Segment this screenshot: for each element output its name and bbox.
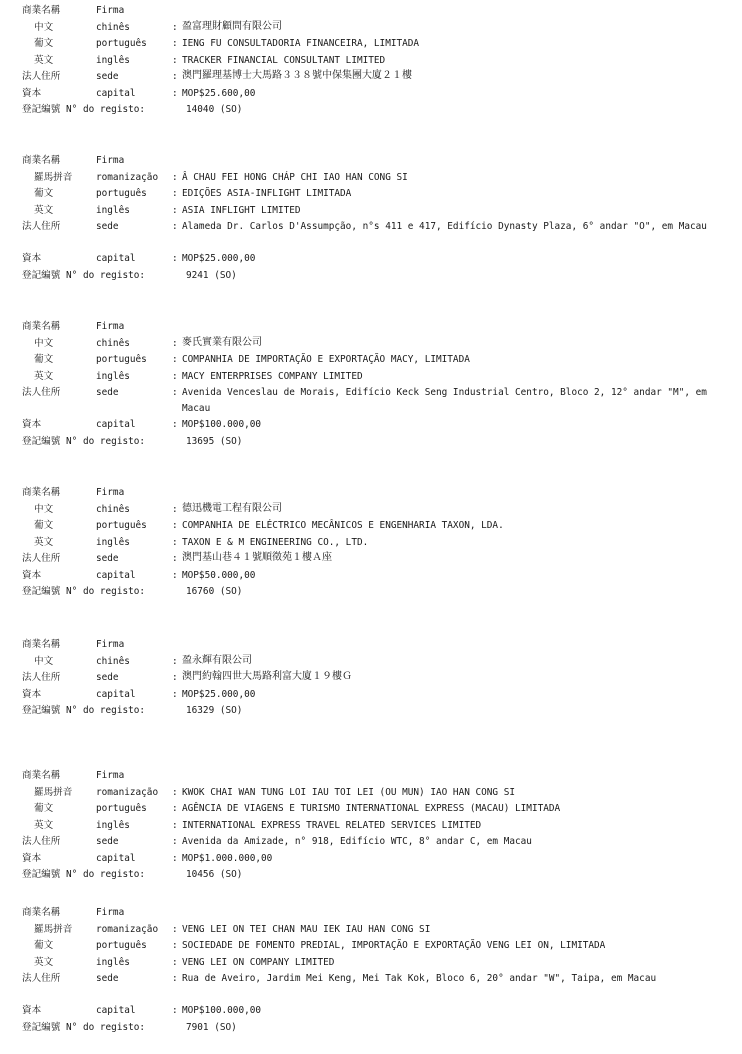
field-separator: : <box>172 672 178 683</box>
capital-value: MOP$50.000,00 <box>182 569 256 581</box>
ingles-label-pt: inglês <box>96 204 130 216</box>
ingles-label-pt: inglês <box>96 819 130 831</box>
sede-label-pt: sede <box>96 836 119 847</box>
capital-label-zh: 資本 <box>22 1005 42 1016</box>
capital-label-pt: capital <box>96 569 136 581</box>
firma-label-pt: Firma <box>96 321 125 332</box>
field-registo <box>0 103 742 116</box>
registo-value: 10456 (SO) <box>186 869 243 880</box>
sede-label-zh: 法人住所 <box>22 71 61 82</box>
field-separator: : <box>172 387 178 398</box>
field-separator: : <box>172 1005 178 1016</box>
romanizacao-label-zh: 羅馬拼音 <box>34 923 73 935</box>
portugues-label-pt: português <box>96 803 147 814</box>
sede-label-zh: 法人住所 <box>22 553 61 564</box>
ingles-label-zh: 英文 <box>34 204 54 216</box>
field-registo <box>0 1021 742 1034</box>
registo-label <box>22 704 145 717</box>
romanizacao-label-pt: romanização <box>96 786 159 798</box>
field-portugues <box>0 939 742 952</box>
field-registo <box>0 435 742 448</box>
field-ingles <box>0 819 742 832</box>
field-separator: : <box>172 188 178 199</box>
field-separator: : <box>172 553 178 564</box>
capital-label-zh: 資本 <box>22 87 42 99</box>
firma-label-zh: 商業名稱 <box>22 5 61 16</box>
field-sede <box>0 835 742 848</box>
portugues-value: COMPANHIA DE IMPORTAÇÃO E EXPORTAÇÃO MACY, LIMITADA <box>182 354 470 365</box>
field-sede <box>0 386 742 416</box>
field-separator: : <box>172 803 178 814</box>
field-ingles <box>0 536 742 549</box>
sede-value: Rua de Aveiro, Jardim Mei Keng, Mei Tak Kok, Bloco 6, 20° andar "W", Taipa, em Macau <box>182 973 657 984</box>
firma-label-pt: Firma <box>96 5 125 16</box>
sede-value: Avenida da Amizade, n° 918, Edifício WTC, 8° andar C, em Macau <box>182 836 532 847</box>
field-firma <box>0 906 742 919</box>
sede-label-pt: sede <box>96 221 119 232</box>
registo-label-zh: 登記編號 <box>22 705 61 716</box>
capital-label-pt: capital <box>96 688 136 700</box>
ingles-value: ASIA INFLIGHT LIMITED <box>182 204 301 216</box>
portugues-label-zh: 葡文 <box>34 38 54 49</box>
field-separator: : <box>172 786 178 798</box>
field-registo <box>0 868 742 881</box>
registo-value: 14040 (SO) <box>186 104 243 115</box>
registo-value: 13695 (SO) <box>186 435 243 447</box>
sede-label-pt: sede <box>96 71 119 82</box>
sede-value: 澳門基山巷４１號順徵苑１樓Ａ座 <box>182 552 332 563</box>
ingles-value: MACY ENTERPRISES COMPANY LIMITED <box>182 370 363 382</box>
registo-label-zh: 登記編號 <box>22 1021 61 1033</box>
portugues-label-pt: português <box>96 38 147 49</box>
field-firma <box>0 4 742 17</box>
field-sede <box>0 220 742 250</box>
capital-value: MOP$1.000.000,00 <box>182 852 273 864</box>
field-separator: : <box>172 370 178 382</box>
field-portugues <box>0 353 742 366</box>
registo-label <box>22 1021 145 1034</box>
portugues-label-zh: 葡文 <box>34 940 54 951</box>
field-sede <box>0 552 742 565</box>
field-ingles <box>0 204 742 217</box>
capital-label-zh: 資本 <box>22 419 42 430</box>
registo-label <box>22 435 145 448</box>
field-chines <box>0 503 742 516</box>
capital-label-pt: capital <box>96 253 136 264</box>
ingles-label-pt: inglês <box>96 536 130 548</box>
chines-label-pt: chinês <box>96 655 130 667</box>
field-separator: : <box>172 836 178 847</box>
field-separator: : <box>172 204 178 216</box>
field-separator: : <box>172 852 178 864</box>
field-portugues <box>0 802 742 815</box>
field-separator: : <box>172 171 178 183</box>
capital-label-zh: 資本 <box>22 688 42 700</box>
field-romanizacao <box>0 786 742 799</box>
firma-label-zh: 商業名稱 <box>22 639 61 650</box>
chines-label-zh: 中文 <box>34 21 54 33</box>
capital-label-zh: 資本 <box>22 852 42 864</box>
capital-value: MOP$100.000,00 <box>182 1005 262 1016</box>
field-separator: : <box>172 956 178 968</box>
chines-label-pt: chinês <box>96 21 130 33</box>
field-portugues <box>0 519 742 532</box>
sede-label-pt: sede <box>96 553 119 564</box>
field-separator: : <box>172 337 178 349</box>
chines-label-zh: 中文 <box>34 655 54 667</box>
registo-label-pt: N° do registo: <box>60 435 146 447</box>
chines-value: 盈永輝有限公司 <box>182 654 252 666</box>
sede-label-zh: 法人住所 <box>22 672 61 683</box>
registo-label <box>22 103 145 116</box>
firma-label-zh: 商業名稱 <box>22 907 61 918</box>
portugues-value: AGÊNCIA DE VIAGENS E TURISMO INTERNATIONAL EXPRESS (MACAU) LIMITADA <box>182 803 561 814</box>
chines-label-zh: 中文 <box>34 503 54 515</box>
field-separator: : <box>172 221 178 232</box>
firma-label-pt: Firma <box>96 487 125 498</box>
field-chines <box>0 655 742 668</box>
capital-label-zh: 資本 <box>22 569 42 581</box>
registo-label-zh: 登記編號 <box>22 586 61 597</box>
firma-label-pt: Firma <box>96 770 125 781</box>
portugues-label-zh: 葡文 <box>34 803 54 814</box>
registo-label-zh: 登記編號 <box>22 269 61 281</box>
field-separator: : <box>172 71 178 82</box>
firma-label-zh: 商業名稱 <box>22 770 61 781</box>
capital-label-pt: capital <box>96 87 136 99</box>
portugues-label-pt: português <box>96 940 147 951</box>
chines-value: 盈富理財顧問有限公司 <box>182 20 282 32</box>
field-firma <box>0 638 742 651</box>
ingles-label-pt: inglês <box>96 370 130 382</box>
registo-label-pt: N° do registo: <box>60 104 146 115</box>
capital-value: MOP$25.000,00 <box>182 253 256 264</box>
ingles-value: TRACKER FINANCIAL CONSULTANT LIMITED <box>182 54 386 66</box>
portugues-label-pt: português <box>96 354 147 365</box>
romanizacao-value: Â CHAU FEI HONG CHÁP CHI IAO HAN CONG SI <box>182 171 408 183</box>
field-separator: : <box>172 940 178 951</box>
sede-label-pt: sede <box>96 672 119 683</box>
registo-label-zh: 登記編號 <box>22 435 61 447</box>
registo-value: 9241 (SO) <box>186 269 237 281</box>
field-separator: : <box>172 923 178 935</box>
field-separator: : <box>172 655 178 667</box>
registo-label-zh: 登記編號 <box>22 869 61 880</box>
field-capital <box>0 252 742 265</box>
field-separator: : <box>172 536 178 548</box>
field-capital <box>0 688 742 701</box>
capital-value: MOP$25.600,00 <box>182 87 256 99</box>
capital-label-zh: 資本 <box>22 253 42 264</box>
ingles-label-pt: inglês <box>96 54 130 66</box>
portugues-value: EDIÇÕES ASIA-INFLIGHT LIMITADA <box>182 188 352 199</box>
firma-label-pt: Firma <box>96 907 125 918</box>
field-firma <box>0 486 742 499</box>
portugues-value: IENG FU CONSULTADORIA FINANCEIRA, LIMITADA <box>182 38 420 49</box>
chines-label-zh: 中文 <box>34 337 54 349</box>
field-separator: : <box>172 569 178 581</box>
field-portugues <box>0 187 742 200</box>
field-separator: : <box>172 54 178 66</box>
chines-value: 麥氏實業有限公司 <box>182 336 262 348</box>
portugues-label-zh: 葡文 <box>34 354 54 365</box>
registo-label <box>22 868 145 881</box>
field-separator: : <box>172 520 178 531</box>
sede-value: Alameda Dr. Carlos D'Assumpção, n°s 411 e 417, Edifício Dynasty Plaza, 6° andar "O", em Macau <box>182 221 707 232</box>
sede-value: 澳門約翰四世大馬路利富大廈１９樓Ｇ <box>182 671 352 682</box>
portugues-label-zh: 葡文 <box>34 188 54 199</box>
sede-label-pt: sede <box>96 973 119 984</box>
registo-label-pt: N° do registo: <box>60 586 146 597</box>
field-sede <box>0 70 742 83</box>
field-separator: : <box>172 21 178 33</box>
registo-label <box>22 269 145 282</box>
portugues-value: SOCIEDADE DE FOMENTO PREDIAL, IMPORTAÇÃO E EXPORTAÇÃO VENG LEI ON, LIMITADA <box>182 940 606 951</box>
field-separator: : <box>172 253 178 264</box>
ingles-label-zh: 英文 <box>34 956 54 968</box>
field-romanizacao <box>0 171 742 184</box>
field-capital <box>0 852 742 865</box>
field-ingles <box>0 54 742 67</box>
firma-label-pt: Firma <box>96 639 125 650</box>
field-ingles <box>0 370 742 383</box>
registo-label-pt: N° do registo: <box>60 869 146 880</box>
field-firma <box>0 320 742 333</box>
registo-label-pt: N° do registo: <box>60 269 146 281</box>
registo-label-pt: N° do registo: <box>60 1021 146 1033</box>
field-ingles <box>0 956 742 969</box>
field-separator: : <box>172 819 178 831</box>
field-separator: : <box>172 973 178 984</box>
registo-value: 16329 (SO) <box>186 705 243 716</box>
sede-value: 澳門羅理基博士大馬路３３８號中保集團大廈２１樓 <box>182 70 412 81</box>
romanizacao-value: KWOK CHAI WAN TUNG LOI IAU TOI LEI (OU MUN) IAO HAN CONG SI <box>182 786 516 798</box>
capital-value: MOP$100.000,00 <box>182 419 262 430</box>
portugues-value: COMPANHIA DE ELÉCTRICO MECÂNICOS E ENGENHARIA TAXON, LDA. <box>182 520 504 531</box>
romanizacao-value: VENG LEI ON TEI CHAN MAU IEK IAU HAN CONG SI <box>182 923 431 935</box>
field-separator: : <box>172 688 178 700</box>
field-sede <box>0 972 742 1002</box>
field-capital <box>0 1004 742 1017</box>
registo-label <box>22 585 145 598</box>
firma-label-zh: 商業名稱 <box>22 321 61 332</box>
capital-label-pt: capital <box>96 1005 136 1016</box>
portugues-label-pt: português <box>96 188 147 199</box>
capital-label-pt: capital <box>96 852 136 864</box>
sede-label-zh: 法人住所 <box>22 973 61 984</box>
ingles-label-zh: 英文 <box>34 370 54 382</box>
registo-value: 16760 (SO) <box>186 586 243 597</box>
ingles-label-zh: 英文 <box>34 54 54 66</box>
sede-label-pt: sede <box>96 387 119 398</box>
sede-label-zh: 法人住所 <box>22 221 61 232</box>
ingles-label-zh: 英文 <box>34 819 54 831</box>
chines-label-pt: chinês <box>96 503 130 515</box>
field-firma <box>0 769 742 782</box>
romanizacao-label-pt: romanização <box>96 171 159 183</box>
registo-label-zh: 登記編號 <box>22 104 61 115</box>
sede-label-zh: 法人住所 <box>22 387 61 398</box>
field-separator: : <box>172 38 178 49</box>
field-capital <box>0 569 742 582</box>
ingles-value: INTERNATIONAL EXPRESS TRAVEL RELATED SERVICES LIMITED <box>182 819 482 831</box>
registo-value: 7901 (SO) <box>186 1021 237 1033</box>
firma-label-pt: Firma <box>96 155 125 166</box>
registo-label-pt: N° do registo: <box>60 705 146 716</box>
chines-value: 德迅機電工程有限公司 <box>182 502 282 514</box>
field-capital <box>0 87 742 100</box>
field-separator: : <box>172 419 178 430</box>
ingles-value: TAXON E & M ENGINEERING CO., LTD. <box>182 536 369 548</box>
field-sede <box>0 671 742 684</box>
field-portugues <box>0 37 742 50</box>
field-romanizacao <box>0 923 742 936</box>
field-separator: : <box>172 503 178 515</box>
field-registo <box>0 704 742 717</box>
ingles-value: VENG LEI ON COMPANY LIMITED <box>182 956 335 968</box>
field-chines <box>0 21 742 34</box>
sede-label-zh: 法人住所 <box>22 836 61 847</box>
portugues-label-pt: português <box>96 520 147 531</box>
field-registo <box>0 585 742 598</box>
field-firma <box>0 154 742 167</box>
chines-label-pt: chinês <box>96 337 130 349</box>
field-capital <box>0 418 742 431</box>
sede-value: Avenida Venceslau de Morais, Edifício Keck Seng Industrial Centro, Bloco 2, 12° andar "M", em Macau <box>182 387 707 414</box>
portugues-label-zh: 葡文 <box>34 520 54 531</box>
field-registo <box>0 269 742 282</box>
field-separator: : <box>172 354 178 365</box>
firma-label-zh: 商業名稱 <box>22 487 61 498</box>
field-separator: : <box>172 87 178 99</box>
capital-value: MOP$25.000,00 <box>182 688 256 700</box>
field-chines <box>0 337 742 350</box>
ingles-label-pt: inglês <box>96 956 130 968</box>
romanizacao-label-pt: romanização <box>96 923 159 935</box>
ingles-label-zh: 英文 <box>34 536 54 548</box>
capital-label-pt: capital <box>96 419 136 430</box>
firma-label-zh: 商業名稱 <box>22 155 61 166</box>
romanizacao-label-zh: 羅馬拼音 <box>34 171 73 183</box>
romanizacao-label-zh: 羅馬拼音 <box>34 786 73 798</box>
